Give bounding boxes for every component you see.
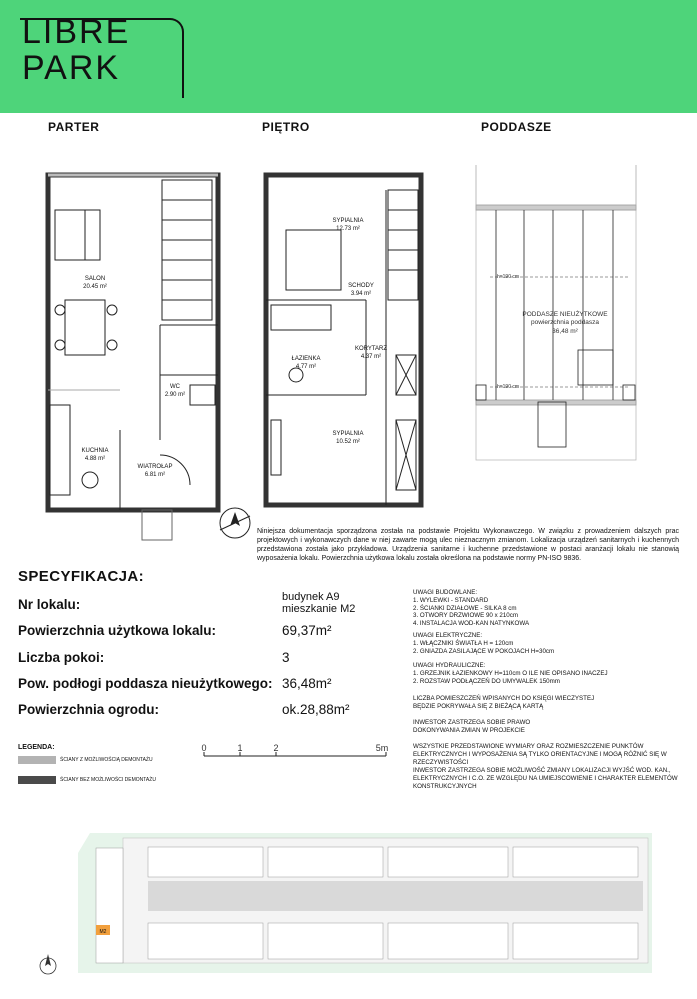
floorplan-pietro (256, 150, 446, 515)
spec-label-area: Powierzchnia użytkowa lokalu: (18, 623, 217, 638)
poddasze-label2: powierzchnia poddasza (531, 319, 599, 326)
legend-swatch-fixed (18, 776, 56, 784)
room-wc-area: 2.90 m² (164, 392, 186, 398)
plan-title-pietro: PIĘTRO (262, 120, 310, 134)
scale-bar (200, 742, 395, 762)
uwagi-p1: LICZBA POMIESZCZEŃ WPISANYCH DO KSIĘGI WIECZYSTEJ BĘDZIE POKRYWAŁA SIĘ Z BIEŻĄCĄ KARTĄ (413, 695, 595, 710)
spec-value-area: 69,37m² (282, 623, 332, 638)
room-lazienka-area: 4.77 m² (295, 364, 317, 370)
uwagi-elektryczne-title: UWAGI ELEKTRYCZNE: (413, 632, 483, 639)
scale-tick-2: 2 (273, 743, 279, 753)
room-wiatrolap-name: WIATROŁAP (137, 464, 173, 470)
north-arrow-icon (216, 504, 254, 542)
room-salon-area: 20.45 m² (83, 284, 107, 290)
scale-tick-1: 1 (237, 743, 243, 753)
legend (18, 744, 156, 784)
poddasze-area: 36,48 m² (552, 328, 578, 335)
uwagi-budowlane-item: 1. WYLEWKI - STANDARD (413, 596, 489, 604)
uwagi-budowlane-item: 4. INSTALACJA WOD-KAN NATYNKOWA (413, 620, 530, 628)
room-schody-area: 3.94 m² (350, 291, 372, 297)
logo-line2: PARK (22, 49, 121, 87)
legend-item1: ŚCIANY Z MOŻLIWOŚCIĄ DEMONTAŻU (60, 757, 153, 763)
room-sypialnia1-name: SYPIALNIA (332, 218, 364, 224)
spec-value-building: budynek A9 (282, 591, 340, 603)
uwagi-p2: INWESTOR ZASTRZEGA SOBIE PRAWO DOKONYWANIA ZMIAN W PROJEKCIE (413, 719, 531, 734)
room-sypialnia2-area: 10.52 m² (336, 439, 360, 445)
legend-item2: ŚCIANY BEZ MOŻLIWOŚCI DEMONTAŻU (60, 777, 156, 783)
legend-title: LEGENDA: (18, 744, 55, 751)
floorplan-poddasze (468, 150, 648, 470)
spec-value-apartment: mieszkanie M2 (282, 603, 356, 615)
poddasze-label1: PODDASZE NIEUŻYTKOWE (522, 311, 608, 318)
spec-value-garden: ok.28,88m² (282, 702, 350, 717)
uwagi-elektryczne (413, 632, 683, 655)
scale-tick-5: 5m (375, 743, 389, 753)
logo (22, 14, 130, 86)
poddasze-h2: h=190 cm (496, 384, 520, 390)
uwagi-p4: INWESTOR ZASTRZEGA SOBIE MOŻLIWOŚĆ ZMIANY LOKALIZACJI WYJŚĆ WOD. KAN., ELEKTRYCZNYCH I C.O. ZE WZGLĘDU NA UMIEJSCOWIENIE I CHARAKTER ELEMENTÓW KONSTRUKCYJNYCH (413, 767, 678, 790)
room-wiatrolap-area: 6.81 m² (144, 472, 166, 478)
plan-title-parter: PARTER (48, 120, 100, 134)
spec-heading: SPECYFIKACJA: (18, 568, 145, 585)
spec-value-nr (282, 591, 355, 615)
floorplan-parter (40, 150, 230, 550)
disclaimer-note: Niniejsza dokumentacja sporządzona została na podstawie Projektu Wykonawczego. W związku z prowadzeniem dalszych prac projektowych i wykonawczych dane w niej zawarte mogą ulec nieznacznym zmianom. Lokalizacja urządzeń sanitarnych i kuchennych przedstawiona została jako przykładowa. Urządzenia sanitarne i kuchenne przedstawione w postaci aranżacji lokalu nie stanowią wyposażenia lokalu. Powierzchnia użytkowa lokalu została określona na podstawie normy PN-ISO 9836. (257, 528, 679, 562)
room-korytarz-name: KORYTARZ (354, 346, 388, 352)
site-plan-highlight-label: M2 (99, 929, 107, 935)
room-salon-name: SALON (84, 276, 106, 282)
room-wc-name: WC (170, 384, 180, 390)
spec-label-attic: Pow. podłogi poddasza nieużytkowego: (18, 676, 273, 691)
uwagi-budowlane-item: 2. ŚCIANKI DZIAŁOWE - SILKA 8 cm (413, 604, 517, 612)
room-korytarz-area: 4.37 m² (360, 354, 382, 360)
room-sypialnia2-name: SYPIALNIA (332, 431, 364, 437)
spec-value-attic: 36,48m² (282, 676, 332, 691)
uwagi-elektryczne-item: 2. GNIAZDA ZASILAJĄCE W POKOJACH H=30cm (413, 647, 555, 655)
uwagi-hydrauliczne-item: 2. ROZSTAW PODŁĄCZEŃ DO UMYWALEK 150mm (413, 677, 560, 685)
plan-title-poddasze: PODDASZE (481, 120, 552, 134)
spec-label-garden: Powierzchnia ogrodu: (18, 702, 160, 717)
uwagi-hydrauliczne (413, 662, 683, 685)
room-schody-name: SCHODY (348, 283, 374, 289)
room-kuchnia-name: KUCHNIA (81, 448, 109, 454)
poddasze-h1: h=190 cm (496, 274, 520, 280)
uwagi-budowlane (413, 589, 683, 628)
room-sypialnia1-area: 12.73 m² (336, 226, 360, 232)
spec-value-rooms: 3 (282, 650, 290, 665)
scale-tick-0: 0 (201, 743, 207, 753)
site-plan-map (78, 833, 652, 975)
uwagi-hydrauliczne-item: 1. GRZEJNIK ŁAZIENKOWY H=110cm O ILE NIE OPISANO INACZEJ (413, 669, 608, 677)
uwagi-budowlane-item: 3. OTWORY DRZWIOWE 90 x 210cm (413, 612, 518, 620)
spec-label-rooms: Liczba pokoi: (18, 650, 105, 665)
legend-swatch-demountable (18, 756, 56, 764)
logo-line1: LIBRE (22, 13, 131, 51)
room-kuchnia-area: 4.88 m² (84, 456, 106, 462)
uwagi-p3: WSZYSTKIE PRZEDSTAWIONE WYMIARY ORAZ ROZMIESZCZENIE PUNKTÓW ELEKTRYCZNYCH I WYPOSAŻENIA SĄ TYLKO ORIENTACYJNE I MOGĄ RÓŻNIĆ SIĘ W RZECZYWISTOŚCI (413, 743, 667, 766)
room-lazienka-name: ŁAZIENKA (291, 356, 321, 362)
site-north-arrow-icon (38, 952, 58, 976)
spec-label-nr: Nr lokalu: (18, 597, 81, 612)
uwagi-budowlane-title: UWAGI BUDOWLANE: (413, 589, 478, 596)
uwagi-hydrauliczne-title: UWAGI HYDRAULICZNE: (413, 662, 486, 669)
uwagi-elektryczne-item: 1. WŁĄCZNIKI ŚWIATŁA H = 120cm (413, 639, 514, 647)
